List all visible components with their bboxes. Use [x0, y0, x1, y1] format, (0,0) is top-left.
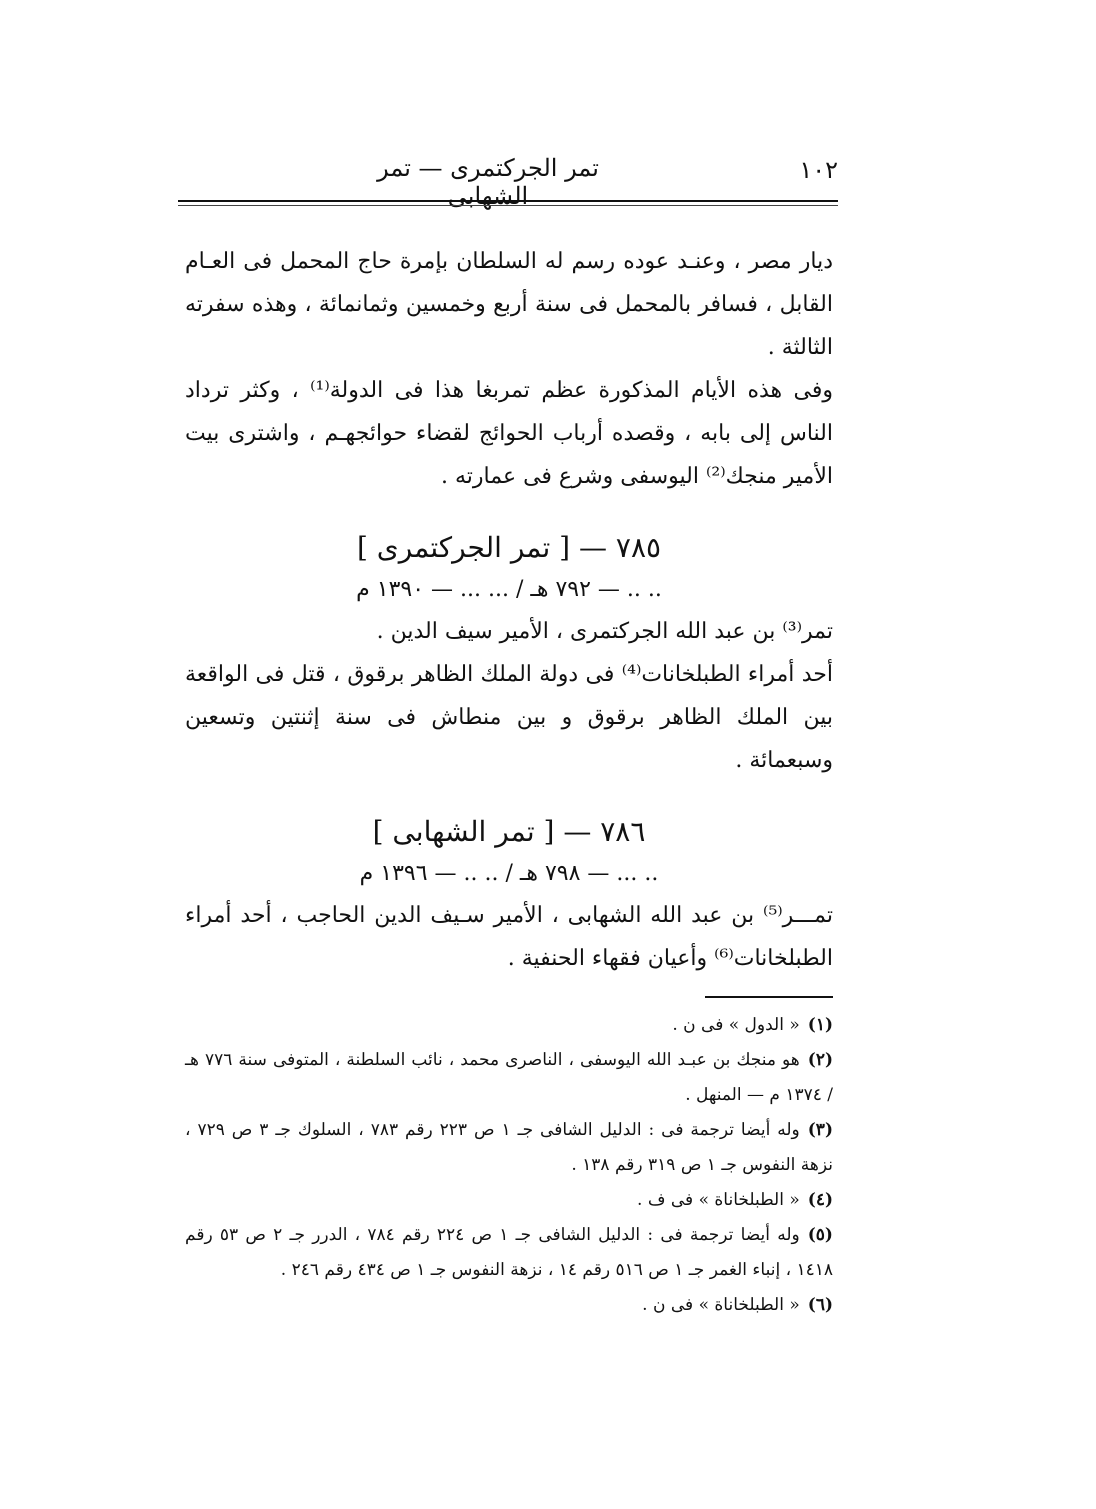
footnote-6 — [185, 1288, 833, 1323]
footnote-5 — [185, 1218, 833, 1288]
footnote-number: (١) — [807, 1015, 833, 1035]
footnote-number: (٦) — [807, 1295, 833, 1315]
header-rule-thin — [178, 205, 838, 206]
footnotes — [185, 1008, 833, 1323]
entry-785-dates: .. .. — ٧٩٢ هـ / ... ... — ١٣٩٠ م — [356, 577, 662, 602]
footnote-text: « الطبلخاناة » فى ن . — [642, 1295, 800, 1315]
page-number: ١٠٢ — [799, 156, 838, 184]
entry-785-name-line: تمر⁽³⁾ بن عبد الله الجركتمرى ، الأمير سيف الدين . — [376, 619, 833, 644]
footnote-1 — [185, 1008, 833, 1043]
main-text — [185, 240, 833, 980]
entry-785-title: ٧٨٥ — [ تمر الجركتمرى ] — [356, 531, 662, 564]
footnote-number: (٣) — [807, 1120, 833, 1140]
footnote-3 — [185, 1113, 833, 1183]
footnote-text: « الطبلخاناة » فى ف . — [637, 1190, 800, 1210]
footnote-text: وله أيضا ترجمة فى : الدليل الشافى جـ ١ ص ٢٢٤ رقم ٧٨٤ ، الدرر جـ ٢ ص ٥٣ رقم ١٤١٨ ، إنباء الغمر جـ ١ ص ٥١٦ رقم ١٤ ، نزهة النفوس جـ ١ ص ٤٣٤ رقم ٢٤٦ . — [185, 1225, 833, 1280]
paragraph-1: ديار مصر ، وعنـد عوده رسم له السلطان بإمرة حاج المحمل فى العـام القابل ، فسافر بالمحمل فى سنة أربع وخمسين وثمانمائة ، وهذه سفرته الثالثة . — [185, 249, 833, 360]
entry-786-dates: .. ... — ٧٩٨ هـ / .. .. — ١٣٩٦ م — [359, 861, 659, 886]
footnote-text: وله أيضا ترجمة فى : الدليل الشافى جـ ١ ص ٢٢٣ رقم ٧٨٣ ، السلوك جـ ٣ ص ٧٢٩ ، نزهة النفوس جـ ١ ص ٣١٩ رقم ١٣٨ . — [185, 1120, 833, 1175]
footnote-number: (٤) — [807, 1190, 833, 1210]
footnote-rule — [705, 996, 833, 998]
page-header — [178, 150, 838, 210]
entry-786-title: ٧٨٦ — [ تمر الشهابى ] — [372, 815, 646, 848]
running-title: تمر الجركتمرى — تمر الشهابى — [377, 154, 599, 210]
entry-785-body: أحد أمراء الطبلخانات⁽⁴⁾ فى دولة الملك الظاهر برقوق ، قتل فى الواقعة بين الملك الظاهر برقوق و بين منطاش فى سنة إثنتين وتسعين وسبعمائة . — [185, 662, 833, 773]
footnote-number: (٥) — [807, 1225, 833, 1245]
footnote-text: « الدول » فى ن . — [672, 1015, 800, 1035]
footnote-text: هو منجك بن عبـد الله اليوسفى ، الناصرى محمد ، نائب السلطنة ، المتوفى سنة ٧٧٦ هـ / ١٣٧٤ م — المنهل . — [185, 1050, 833, 1105]
entry-786-body: تمـــر⁽⁵⁾ بن عبد الله الشهابى ، الأمير سـيف الدين الحاجب ، أحد أمراء الطبلخانات⁽⁶⁾ وأعيان فقهاء الحنفية . — [185, 903, 833, 971]
paragraph-2: وفى هذه الأيام المذكورة عظم تمربغا هذا فى الدولة⁽¹⁾ ، وكثر ترداد الناس إلى بابه ، وقصده أرباب الحوائج لقضاء حوائجهـم ، واشترى بيت الأمير منجك⁽²⁾ اليوسفى وشرع فى عمارته . — [185, 378, 834, 489]
footnote-4 — [185, 1183, 833, 1218]
header-rule — [178, 200, 838, 202]
footnote-number: (٢) — [807, 1050, 833, 1070]
footnote-2 — [185, 1043, 833, 1113]
